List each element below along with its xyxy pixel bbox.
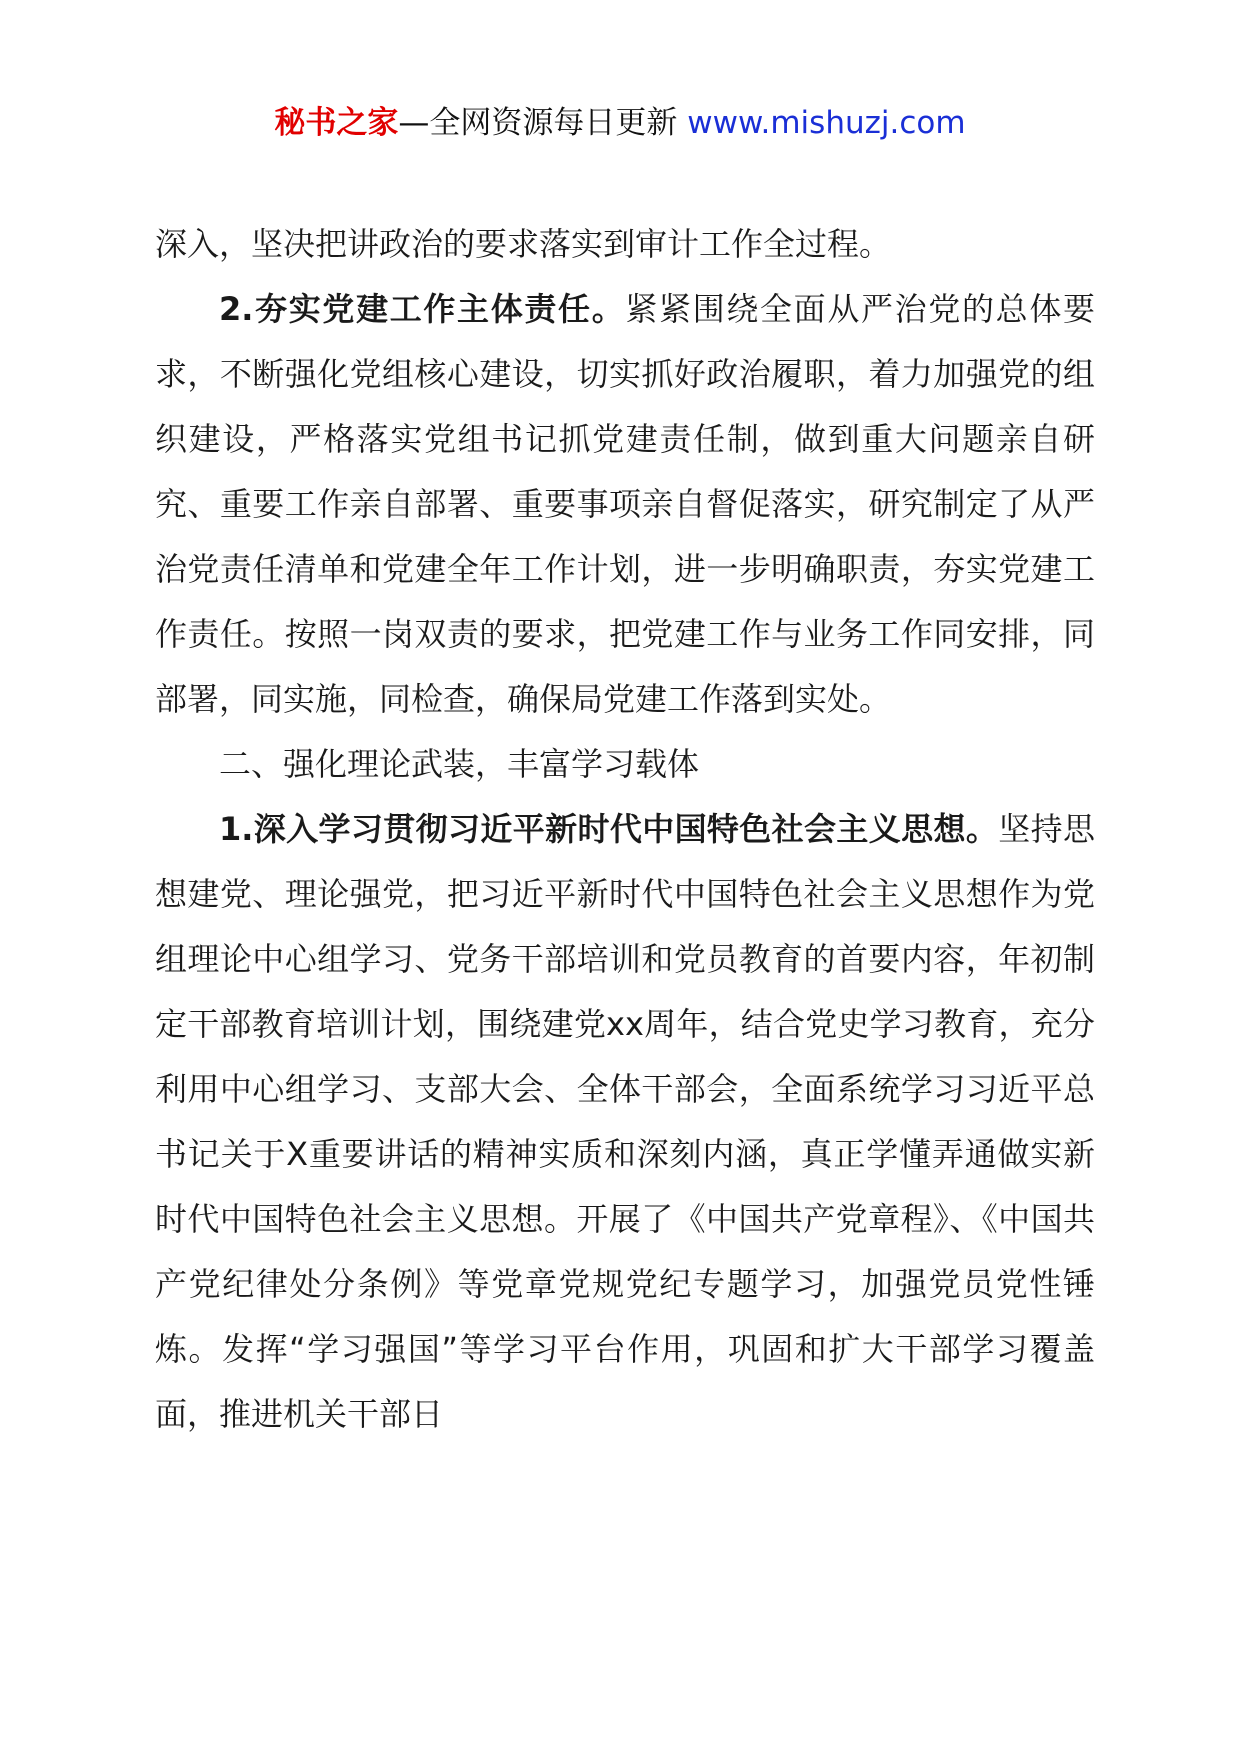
header-tagline: —全网资源每日更新 xyxy=(398,105,678,141)
paragraph-text: 紧紧围绕全面从严治党的总体要求，不断强化党组核心建设，切实抓好政治履职，着力加强党的组织建设，严格落实党组书记抓党建责任制，做到重大问题亲自研究、重要工作亲自部署、重要事项亲自督促落实，研究制定了从严治党责任清单和党建全年工作计划，进一步明确职责，夯实党建工作责任。按照一岗双责的要求，把党建工作与业务工作同安排，同部署，同实施，同检查，确保局党建工作落到实处。 xyxy=(155,290,1095,718)
page-header xyxy=(0,100,1240,146)
paragraph-continuation: 深入，坚决把讲政治的要求落实到审计工作全过程。 xyxy=(155,225,892,263)
paragraph-theory-study xyxy=(155,797,1095,1447)
website-link[interactable]: www.mishuzj.com xyxy=(687,105,966,141)
paragraph-text: 坚持思想建党、理论强党，把习近平新时代中国特色社会主义思想作为党组理论中心组学习、党务干部培训和党员教育的首要内容，年初制定干部教育培训计划，围绕建党xx周年，结合党史学习教育，充分利用中心组学习、支部大会、全体干部会，全面系统学习习近平总书记关于X重要讲话的精神实质和深刻内涵，真正学懂弄通做实新时代中国特色社会主义思想。开展了《中国共产党章程》、《中国共产党纪律处分条例》等党章党规党纪专题学习，加强党员党性锤炼。发挥“学习强国”等学习平台作用，巩固和扩大干部学习覆盖面，推进机关干部日 xyxy=(155,810,1095,1433)
brand-name: 秘书之家 xyxy=(274,105,399,141)
document-body xyxy=(155,212,1095,1447)
paragraph-heading: 2.夯实党建工作主体责任。 xyxy=(219,290,626,328)
paragraph-party-building xyxy=(155,277,1095,732)
paragraph-heading: 1.深入学习贯彻习近平新时代中国特色社会主义思想。 xyxy=(219,810,999,848)
section-heading: 二、强化理论武装，丰富学习载体 xyxy=(219,745,700,783)
